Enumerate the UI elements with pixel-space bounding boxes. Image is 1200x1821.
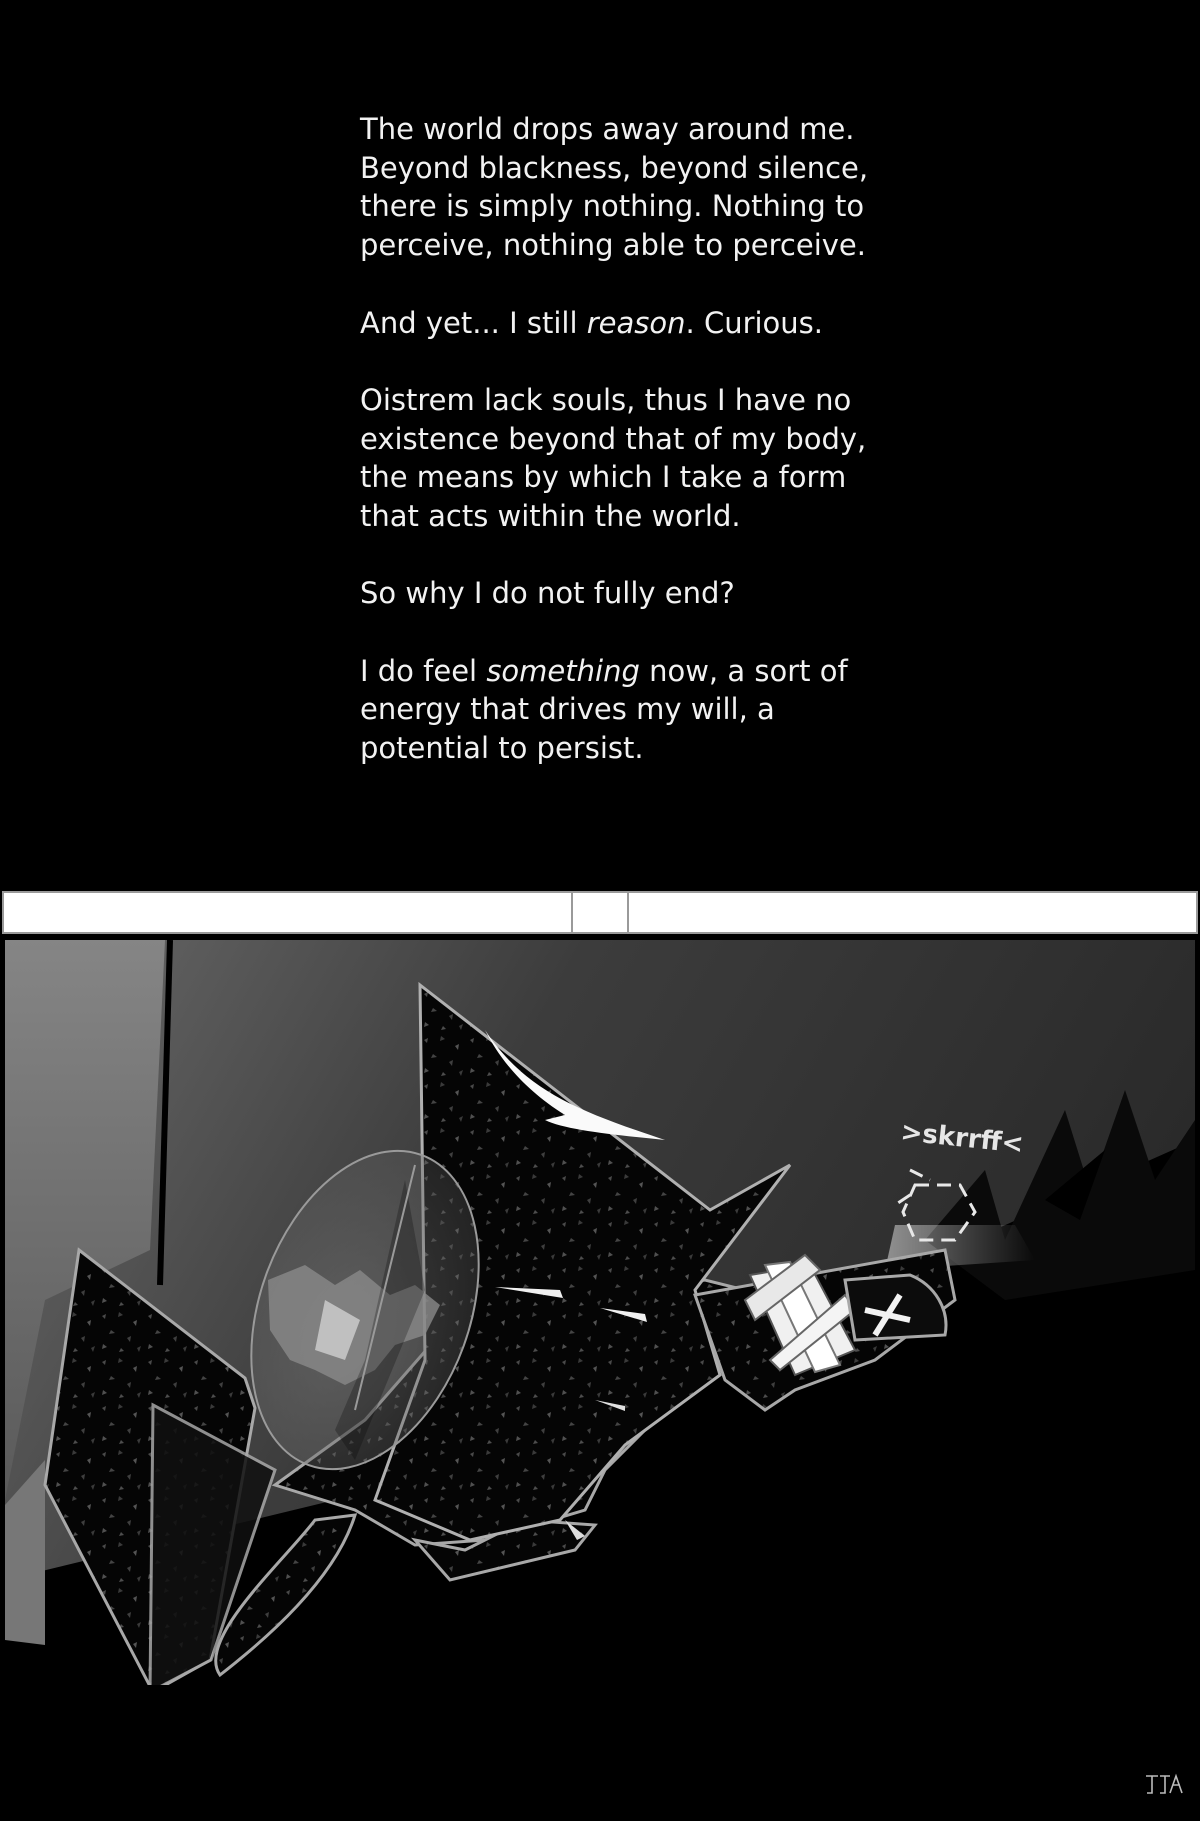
narration-paragraph-5-start: I do feel	[360, 653, 487, 688]
panel-strip-left	[2, 891, 573, 934]
narration-emphasis-something: something	[486, 653, 640, 688]
narration-paragraph-3: Oistrem lack souls, thus I have no existence beyond that of my body, the means by which I take a form that acts within the world.	[360, 382, 867, 533]
illustration-panel	[5, 940, 1195, 1685]
narration-paragraph-4: So why I do not fully end?	[360, 576, 735, 611]
panel-strip-right	[627, 891, 1198, 934]
narration-paragraph-2-end: . Curious.	[685, 305, 824, 340]
narration-paragraph-2-start: And yet... I still	[360, 305, 587, 340]
narration-paragraph-5	[360, 652, 920, 768]
collapsed-creature-illustration	[5, 940, 1195, 1685]
narration-text	[360, 110, 920, 807]
artist-signature-icon	[1144, 1773, 1184, 1797]
sound-effect-text: >skrrff<	[899, 1117, 1025, 1160]
narration-emphasis-reason: reason	[586, 305, 686, 340]
narration-paragraph-1: The world drops away around me. Beyond blackness, beyond silence, there is simply nothing. Nothing to perceive, nothing able to perceive.	[360, 112, 869, 263]
narration-paragraph-2	[360, 304, 920, 343]
narration-paragraph-5-end: now, a sort of energy that drives my will, a potential to persist.	[360, 653, 848, 766]
panel-strip-middle	[571, 891, 629, 934]
